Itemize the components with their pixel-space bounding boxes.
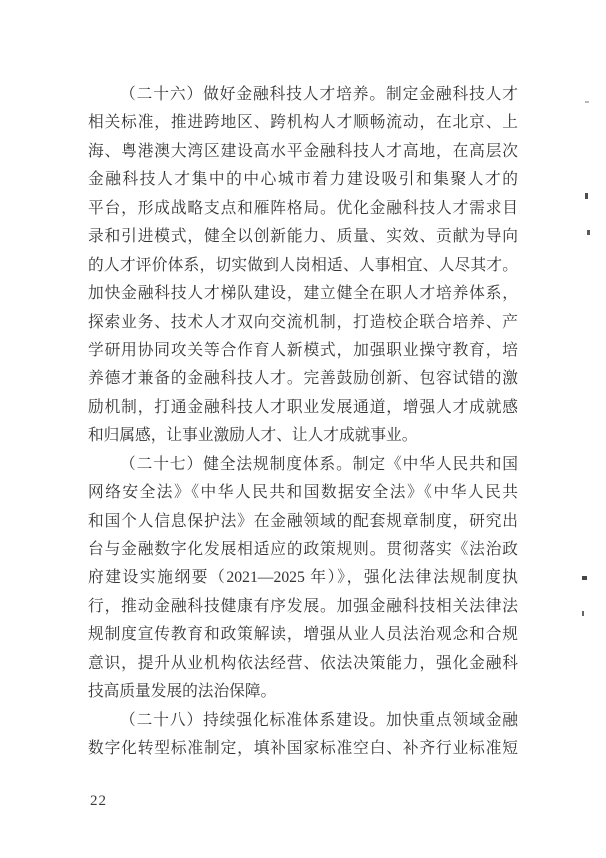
scan-artifact — [582, 611, 584, 616]
paragraph-line: 意识，提升从业机构依法经营、依法决策能力，强化金融科 — [88, 654, 518, 672]
scan-artifact — [585, 193, 588, 199]
paragraph-line: 养德才兼备的金融科技人才。完善鼓励创新、包容试错的激 — [88, 370, 518, 388]
paragraph-line: 行，推动金融科技健康有序发展。加强金融科技相关法律法 — [88, 597, 518, 615]
paragraph-line: 府建设实施纲要（2021—2025 年）》，强化法律法规制度执 — [88, 569, 518, 587]
paragraph-line: 平台，形成战略支点和雁阵格局。优化金融科技人才需求目 — [88, 199, 518, 217]
paragraph-line: 台与金融数字化发展相适应的政策规则。贯彻落实《法治政 — [88, 541, 518, 558]
scan-artifact — [587, 230, 590, 235]
paragraph-line: 和归属感，让事业激励人才、让人才成就事业。 — [88, 427, 418, 445]
paragraph-line: 规制度宣传教育和政策解读，增强从业人员法治观念和合规 — [88, 626, 518, 644]
paragraph-line: 网络安全法》《中华人民共和国数据安全法》《中华人民共 — [88, 484, 518, 502]
paragraph-line: （二十六）做好金融科技人才培养。制定金融科技人才 — [120, 86, 518, 103]
paragraph-line: 技高质量发展的法治保障。 — [88, 683, 277, 701]
scan-artifact — [585, 101, 589, 103]
paragraph-line: 励机制，打通金融科技人才职业发展通道，增强人才成就感 — [88, 398, 518, 416]
paragraph-line: 相关标准，推进跨地区、跨机构人才顺畅流动，在北京、上 — [88, 114, 518, 132]
paragraph-line: 的人才评价体系，切实做到人岗相适、人事相宜、人尽其才。 — [88, 256, 518, 274]
paragraph-line: 海、粤港澳大湾区建设高水平金融科技人才高地，在高层次 — [88, 142, 518, 160]
page-number: 22 — [90, 793, 107, 809]
document-text — [88, 81, 518, 764]
paragraph-line: （二十八）持续强化标准体系建设。加快重点领域金融 — [120, 711, 518, 729]
paragraph-line: 金融科技人才集中的中心城市着力建设吸引和集聚人才的 — [88, 171, 518, 189]
paragraph-line: 录和引进模式，健全以创新能力、质量、实效、贡献为导向 — [88, 228, 518, 246]
paragraph-line: （二十七）健全法规制度体系。制定《中华人民共和国 — [120, 455, 518, 473]
paragraph-line: 探索业务、技术人才双向交流机制，打造校企联合培养、产 — [88, 313, 518, 331]
paragraph-line: 加快金融科技人才梯队建设，建立健全在职人才培养体系， — [88, 285, 518, 303]
paragraph-line: 数字化转型标准制定，填补国家标准空白、补齐行业标准短 — [88, 740, 518, 758]
scan-artifact — [582, 576, 587, 580]
paragraph-line: 和国个人信息保护法》在金融领域的配套规章制度，研究出 — [88, 512, 518, 530]
paragraph-line: 学研用协同攻关等合作育人新模式，加强职业操守教育，培 — [88, 341, 518, 359]
